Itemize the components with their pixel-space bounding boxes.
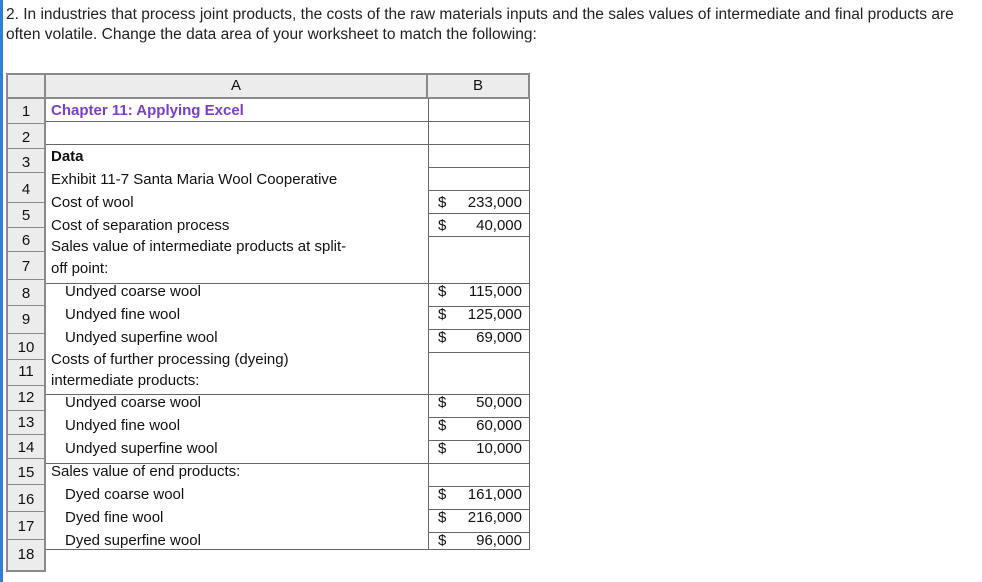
undyed-fine-cost-label: Undyed fine wool (65, 417, 181, 434)
amount: 125,000 (467, 306, 522, 323)
amount: 161,000 (467, 486, 522, 503)
currency-symbol: $ (438, 486, 447, 503)
dyed-coarse-label: Dyed coarse wool (65, 486, 185, 503)
amount: 60,000 (476, 417, 522, 434)
currency-symbol: $ (438, 440, 447, 457)
row-header-1[interactable]: 1 (21, 103, 31, 120)
column-header-b[interactable]: B (428, 73, 530, 99)
row-divider (8, 202, 44, 203)
undyed-coarse-label: Undyed coarse wool (65, 283, 201, 300)
row-gridline (46, 144, 530, 145)
row-header-9[interactable]: 9 (21, 311, 31, 328)
currency-symbol: $ (438, 532, 447, 549)
row-divider (8, 484, 44, 485)
cost-of-wool-label: Cost of wool (51, 194, 134, 211)
undyed-superfine-cost-label: Undyed superfine wool (65, 440, 218, 457)
currency-symbol: $ (438, 509, 447, 526)
row-header-5[interactable]: 5 (21, 207, 31, 224)
sales-end-products-label: Sales value of end products: (51, 463, 241, 480)
row-header-6[interactable]: 6 (21, 232, 31, 249)
row-divider (8, 434, 44, 435)
row-gridline (428, 190, 530, 191)
row-gridline (428, 236, 530, 237)
row-header-3[interactable]: 3 (21, 154, 31, 171)
cell-grid[interactable] (46, 99, 526, 572)
currency-symbol: $ (438, 194, 447, 211)
amount: 115,000 (468, 283, 522, 300)
row-divider (8, 511, 44, 512)
row-divider (8, 123, 44, 124)
currency-symbol: $ (438, 394, 447, 411)
row-header-2[interactable]: 2 (21, 129, 31, 146)
spreadsheet (6, 73, 530, 573)
row-header-14[interactable]: 14 (17, 439, 35, 456)
amount: 233,000 (467, 194, 522, 211)
dyed-superfine-label: Dyed superfine wool (65, 532, 201, 549)
currency-symbol: $ (438, 417, 447, 434)
amount: 216,000 (467, 509, 522, 526)
row-divider (8, 359, 44, 360)
left-accent-bar (0, 0, 3, 582)
row-divider (8, 305, 44, 306)
row-header-7[interactable]: 7 (21, 258, 31, 275)
further-processing-label-2: intermediate products: (51, 372, 200, 389)
amount: 10,000 (476, 440, 522, 457)
row-gridline (428, 167, 530, 168)
row-divider (8, 279, 44, 280)
data-header: Data (51, 148, 84, 165)
row-gridline (428, 213, 530, 214)
row-header-18[interactable]: 18 (17, 546, 35, 563)
further-processing-label-1: Costs of further processing (dyeing) (51, 351, 289, 368)
currency-symbol: $ (438, 217, 447, 234)
undyed-superfine-label: Undyed superfine wool (65, 329, 218, 346)
row-header-16[interactable]: 16 (17, 491, 35, 508)
row-divider (8, 458, 44, 459)
row-divider (8, 172, 44, 173)
row-header-15[interactable]: 15 (17, 464, 35, 481)
amount: 40,000 (476, 217, 522, 234)
currency-symbol: $ (438, 283, 447, 300)
amount: 69,000 (476, 329, 522, 346)
question-text: 2. In industries that process joint products, the costs of the raw materials inputs and the sales values of intermediate and final products are often volatile. Change the data area of your worksheet to match the following: (6, 6, 954, 43)
row-divider (8, 333, 44, 334)
dyed-fine-label: Dyed fine wool (65, 509, 164, 526)
row-header-13[interactable]: 13 (17, 414, 35, 431)
sales-intermediate-label-2: off point: (51, 260, 109, 277)
row-headers (6, 99, 46, 572)
row-header-12[interactable]: 12 (17, 389, 35, 406)
amount: 96,000 (476, 532, 522, 549)
row-gridline (46, 121, 530, 122)
sales-intermediate-label-1: Sales value of intermediate products at split- (51, 238, 347, 255)
row-header-17[interactable]: 17 (17, 518, 35, 535)
undyed-coarse-cost-label: Undyed coarse wool (65, 394, 201, 411)
exhibit-label: Exhibit 11-7 Santa Maria Wool Cooperative (51, 171, 338, 188)
select-all-corner[interactable] (6, 73, 46, 99)
sheet-title: Chapter 11: Applying Excel (51, 102, 244, 119)
cost-separation-label: Cost of separation process (51, 217, 230, 234)
row-gridline (428, 352, 530, 353)
row-header-8[interactable]: 8 (21, 285, 31, 302)
row-divider (8, 227, 44, 228)
column-header-a[interactable]: A (46, 73, 428, 99)
row-header-11[interactable]: 11 (18, 363, 34, 380)
amount: 50,000 (476, 394, 522, 411)
row-header-10[interactable]: 10 (17, 339, 35, 356)
row-divider (8, 251, 44, 252)
undyed-fine-label: Undyed fine wool (65, 306, 181, 323)
currency-symbol: $ (438, 329, 447, 346)
row-divider (8, 539, 44, 540)
row-divider (8, 410, 44, 411)
currency-symbol: $ (438, 306, 447, 323)
row-divider (8, 385, 44, 386)
row-divider (8, 148, 44, 149)
row-header-4[interactable]: 4 (21, 181, 31, 198)
